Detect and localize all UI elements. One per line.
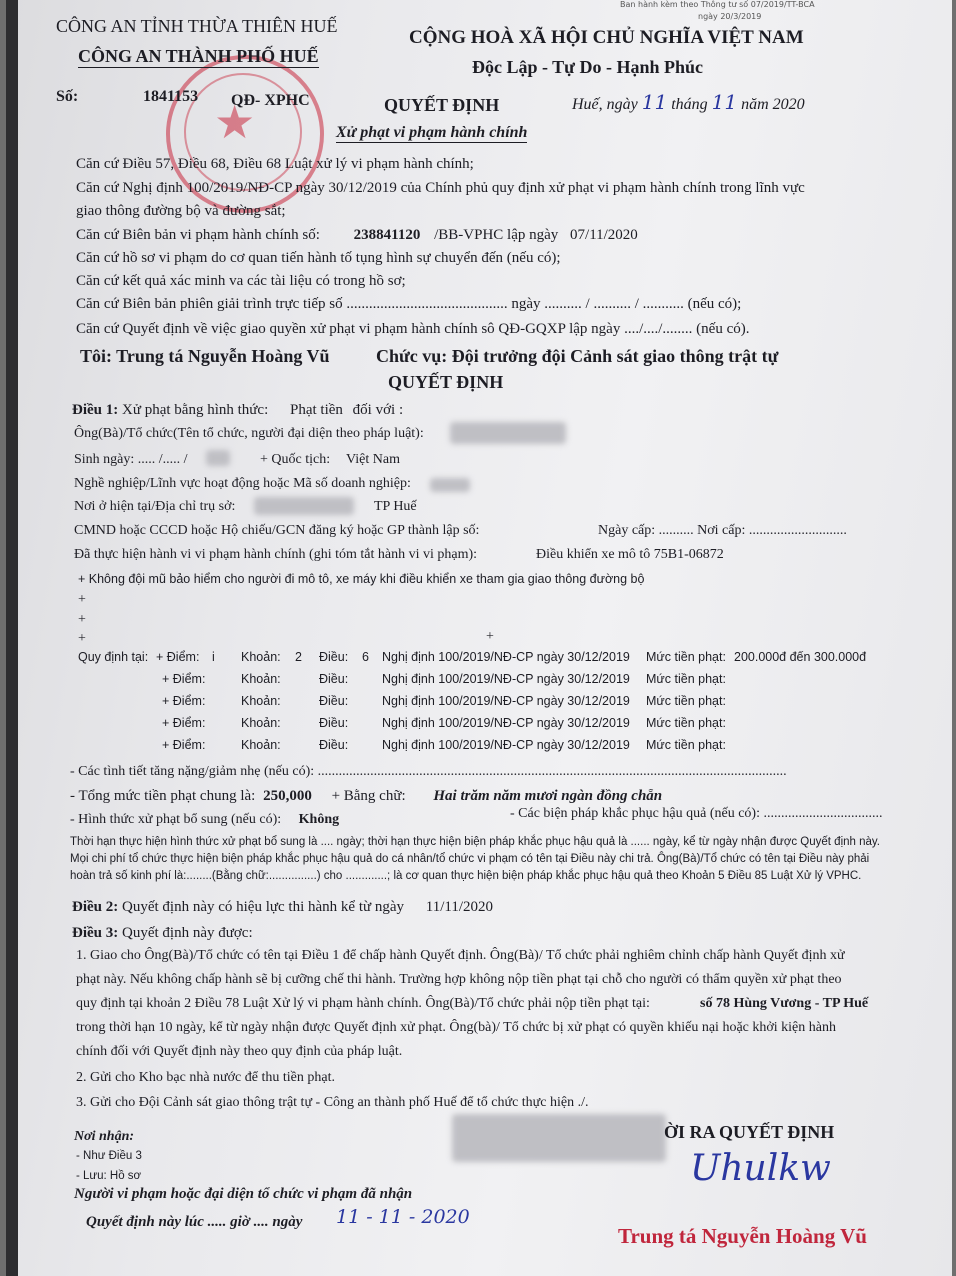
article-3: Điều 3: Quyết định này được: <box>72 925 253 941</box>
nationality-label: + Quốc tịch: <box>260 452 331 467</box>
nationality-value: Việt Nam <box>346 452 400 467</box>
basis-report: Căn cứ Biên bản vi phạm hành chính số: 238841120 /BB-VPHC lập ngày 07/11/2020 <box>76 227 638 243</box>
remedy-note-2: Mọi chi phí tổ chức thực hiện biện pháp khắc phục hậu quả do cá nhân/tổ chức vi phạm có tên tại Điều này chi trả. Ông(Bà)/Tổ chức có tên tại Điều này phải <box>70 853 870 865</box>
handwritten-month: 11 <box>711 90 738 114</box>
violation-label: Đã thực hiện hành vi vi phạm hành chính (ghi tóm tắt hành vi vi phạm): <box>74 547 478 562</box>
blank-line-2: + <box>78 612 86 627</box>
basis-criminal-file: Căn cứ hồ sơ vi phạm do cơ quan tiến hành tố tụng hình sự chuyển đến (nếu có); <box>76 250 561 266</box>
basis-authorization: Căn cứ Quyết định về việc giao quyền xử phạt vi phạm hành chính sô QĐ-GQXP lập ngày ..../..../........ (nếu có). <box>76 321 750 337</box>
circular-reference: Ban hành kèm theo Thông tư số 07/2019/TT-BCA <box>620 0 815 9</box>
address-city: TP Huế <box>374 499 417 514</box>
remedy-note-3: hoàn trả số kinh phí là:........(Bằng chữ:...............) cho .............; là cơ quan thực hiện biện pháp khắc phục hậu quả theo Khoản 5 Điều 85 Luật Xử lý VPHC. <box>70 870 862 882</box>
article-3-p1a: 1. Giao cho Ông(Bà)/Tổ chức có tên tại Điều 1 để chấp hành Quyết định. Ông(Bà)/ Tổ chức phải nghiêm chỉnh chấp hành Quyết định xử <box>76 948 845 963</box>
regulation-row: + Điểm: Khoản: Điều: Nghị định 100/2019/NĐ-CP ngày 30/12/2019 Mức tiền phạt: <box>162 738 726 752</box>
blank-line-1: + <box>78 592 86 607</box>
blank-line-3b: + <box>486 629 494 644</box>
redacted-address <box>254 497 354 515</box>
regulation-row: + Điểm: Khoản: Điều: Nghị định 100/2019/NĐ-CP ngày 30/12/2019 Mức tiền phạt: <box>162 716 726 730</box>
regulation-row: + Điểm: Khoản: Điều: Nghị định 100/2019/NĐ-CP ngày 30/12/2019 Mức tiền phạt: <box>162 672 726 686</box>
decision-number: 1841153 <box>143 88 199 105</box>
recipient-2: - Lưu: Hồ sơ <box>76 1170 142 1182</box>
document-subtitle: Xử phạt vi phạm hành chính <box>336 124 528 141</box>
regulation-label: Quy định tại: <box>78 650 149 664</box>
article-3-p1e: chính đối với Quyết định này theo quy định của pháp luật. <box>76 1044 403 1059</box>
violation-detail: + Không đội mũ bảo hiểm cho người đi mô tô, xe máy khi điều khiển xe tham gia giao thông đường bộ <box>78 572 645 586</box>
article-1: Điều 1: Xử phạt bằng hình thức: Phạt tiền đối với : <box>72 402 404 418</box>
decision-heading: QUYẾT ĐỊNH <box>388 372 504 392</box>
signer-name: Trung tá Nguyễn Hoàng Vũ <box>618 1224 867 1248</box>
article-3-p1c: quy định tại khoản 2 Điều 78 Luật Xử lý vi phạm hành chính. Ông(Bà)/Tổ chức phải nộp tiền phạt tại: <box>76 996 650 1011</box>
blank-line-3: + <box>78 631 86 646</box>
article-3-p1d: trong thời hạn 10 ngày, kể từ ngày nhận được Quyết định xử phạt. Ông(bà)/ Tổ chức bị xử phạt có quyền khiếu nại hoặc khởi kiện hành <box>76 1020 836 1035</box>
left-edge-shadow <box>6 0 18 1276</box>
article-2: Điều 2: Quyết định này có hiệu lực thi hành kể từ ngày 11/11/2020 <box>72 899 494 915</box>
official-name: Tôi: Trung tá Nguyễn Hoàng Vũ <box>80 346 330 366</box>
violator-receipt-label: Người vi phạm hoặc đại diện tổ chức vi phạm đã nhận <box>74 1186 413 1202</box>
violator-name-label: Ông(Bà)/Tổ chức(Tên tổ chức, người đại diện theo pháp luật): <box>74 426 424 441</box>
national-motto: Độc Lập - Tự Do - Hạnh Phúc <box>472 57 704 77</box>
regulation-row: + Điểm: i Khoản: 2 Điều: 6 Nghị định 100/2019/NĐ-CP ngày 30/12/2019 Mức tiền phạt: 200.000đ đến 300.000đ <box>156 650 867 664</box>
document-title: QUYẾT ĐỊNH <box>384 95 500 115</box>
id-document-label: CMND hoặc CCCD hoặc Hộ chiếu/GCN đăng ký hoặc GP thành lập số: <box>74 523 480 538</box>
remedy-note-1: Thời hạn thực hiện hình thức xử phạt bổ sung là .... ngày; thời hạn thực hiện biện pháp khắc phục hậu quả là ...... ngày, kể từ ngày nhận được Quyết định này. <box>70 836 881 848</box>
regulation-row: + Điểm: Khoản: Điều: Nghị định 100/2019/NĐ-CP ngày 30/12/2019 Mức tiền phạt: <box>162 694 726 708</box>
redacted-name <box>450 422 566 444</box>
decider-title: ỜI RA QUYẾT ĐỊNH <box>664 1122 835 1142</box>
official-position: Chức vụ: Đội trưởng đội Cảnh sát giao thông trật tự <box>376 346 779 366</box>
recipient-1: - Như Điều 3 <box>76 1150 142 1162</box>
dob-field: Sinh ngày: ..... /..... / <box>74 452 188 467</box>
occupation-label: Nghề nghiệp/Lĩnh vực hoạt động hoặc Mã số doanh nghiệp: <box>74 476 411 491</box>
aggravating-factors: - Các tình tiết tăng nặng/giảm nhẹ (nếu có): ...................................................................................................................................... <box>70 764 787 779</box>
remedy-measures: - Các biện pháp khắc phục hậu quả (nếu có): .................................. <box>510 806 883 821</box>
basis-decree: Căn cứ Nghị định 100/2019/NĐ-CP ngày 30/12/2019 của Chính phủ quy định xử phạt vi phạm hành chính trong lĩnh vực <box>76 180 805 196</box>
violation-vehicle: Điều khiển xe mô tô 75B1-06872 <box>536 547 724 562</box>
signature: Uhulkw <box>690 1148 831 1189</box>
effective-date: 11/11/2020 <box>425 899 494 915</box>
seal-star-icon: ★ <box>214 95 256 149</box>
total-fine: - Tổng mức tiền phạt chung là: 250,000 + Bằng chữ: Hai trăm năm mươi ngàn đồng chẵn <box>70 788 663 804</box>
decision-code: QĐ- XPHC <box>231 92 310 109</box>
total-fine-amount: 250,000 <box>263 788 312 804</box>
handwritten-receipt-date: 11 - 11 - 2020 <box>336 1206 470 1228</box>
issue-date: Huế, ngày 11 tháng 11 năm 2020 <box>572 90 805 114</box>
handwritten-day: 11 <box>641 90 668 114</box>
redacted-block <box>452 1114 666 1162</box>
regulation-table <box>156 650 896 760</box>
document-page <box>6 0 952 1276</box>
id-issue-info: Ngày cấp: .......... Nơi cấp: ............................ <box>598 523 847 538</box>
additional-penalty-value: Không <box>298 812 340 827</box>
basis-law: Căn cứ Điều 57, Điều 68, Điều 68 Luật xử lý vi phạm hành chính; <box>76 156 474 172</box>
total-fine-words: Hai trăm năm mươi ngàn đồng chẵn <box>433 788 663 804</box>
recipients-label: Nơi nhận: <box>74 1129 135 1144</box>
agency-city: CÔNG AN THÀNH PHỐ HUẾ <box>78 46 319 66</box>
article-3-p1b: phạt này. Nếu không chấp hành sẽ bị cưỡng chế thi hành. Trường hợp không nộp tiền phạt tại chỗ cho người có thẩm quyền xử phạt theo <box>76 972 842 987</box>
agency-province: CÔNG AN TỈNH THỪA THIÊN HUẾ <box>56 16 338 36</box>
address-label: Nơi ở hiện tại/Địa chỉ trụ sở: <box>74 499 236 514</box>
payment-place: số 78 Hùng Vương - TP Huế <box>700 996 869 1011</box>
basis-explanation: Căn cứ Biên bản phiên giải trình trực tiếp số ........................................... ngày .......... / .......... / ........... (nếu có); <box>76 296 742 312</box>
circular-date: ngày 20/3/2019 <box>698 12 762 21</box>
redacted-occupation <box>430 478 470 492</box>
basis-verification: Căn cứ kết quả xác minh va các tài liệu có trong hồ sơ; <box>76 273 406 289</box>
article-3-p3: 3. Gửi cho Đội Cảnh sát giao thông trật tự - Công an thành phố Huế để tổ chức thực hiện ./. <box>76 1095 589 1110</box>
decision-number-label: Số: <box>56 88 79 105</box>
basis-decree-cont: giao thông đường bộ và đường sắt; <box>76 203 286 219</box>
republic-title: CỘNG HOÀ XÃ HỘI CHỦ NGHĨA VIỆT NAM <box>409 27 804 48</box>
report-date: 07/11/2020 <box>570 227 638 243</box>
additional-penalty: - Hình thức xử phạt bổ sung (nếu có): Không <box>70 812 340 827</box>
redacted-dob <box>206 450 230 466</box>
report-number: 238841120 <box>353 227 421 243</box>
received-time: Quyết định này lúc ..... giờ .... ngày <box>86 1214 303 1230</box>
article-3-p2: 2. Gửi cho Kho bạc nhà nước để thu tiền phạt. <box>76 1070 335 1085</box>
